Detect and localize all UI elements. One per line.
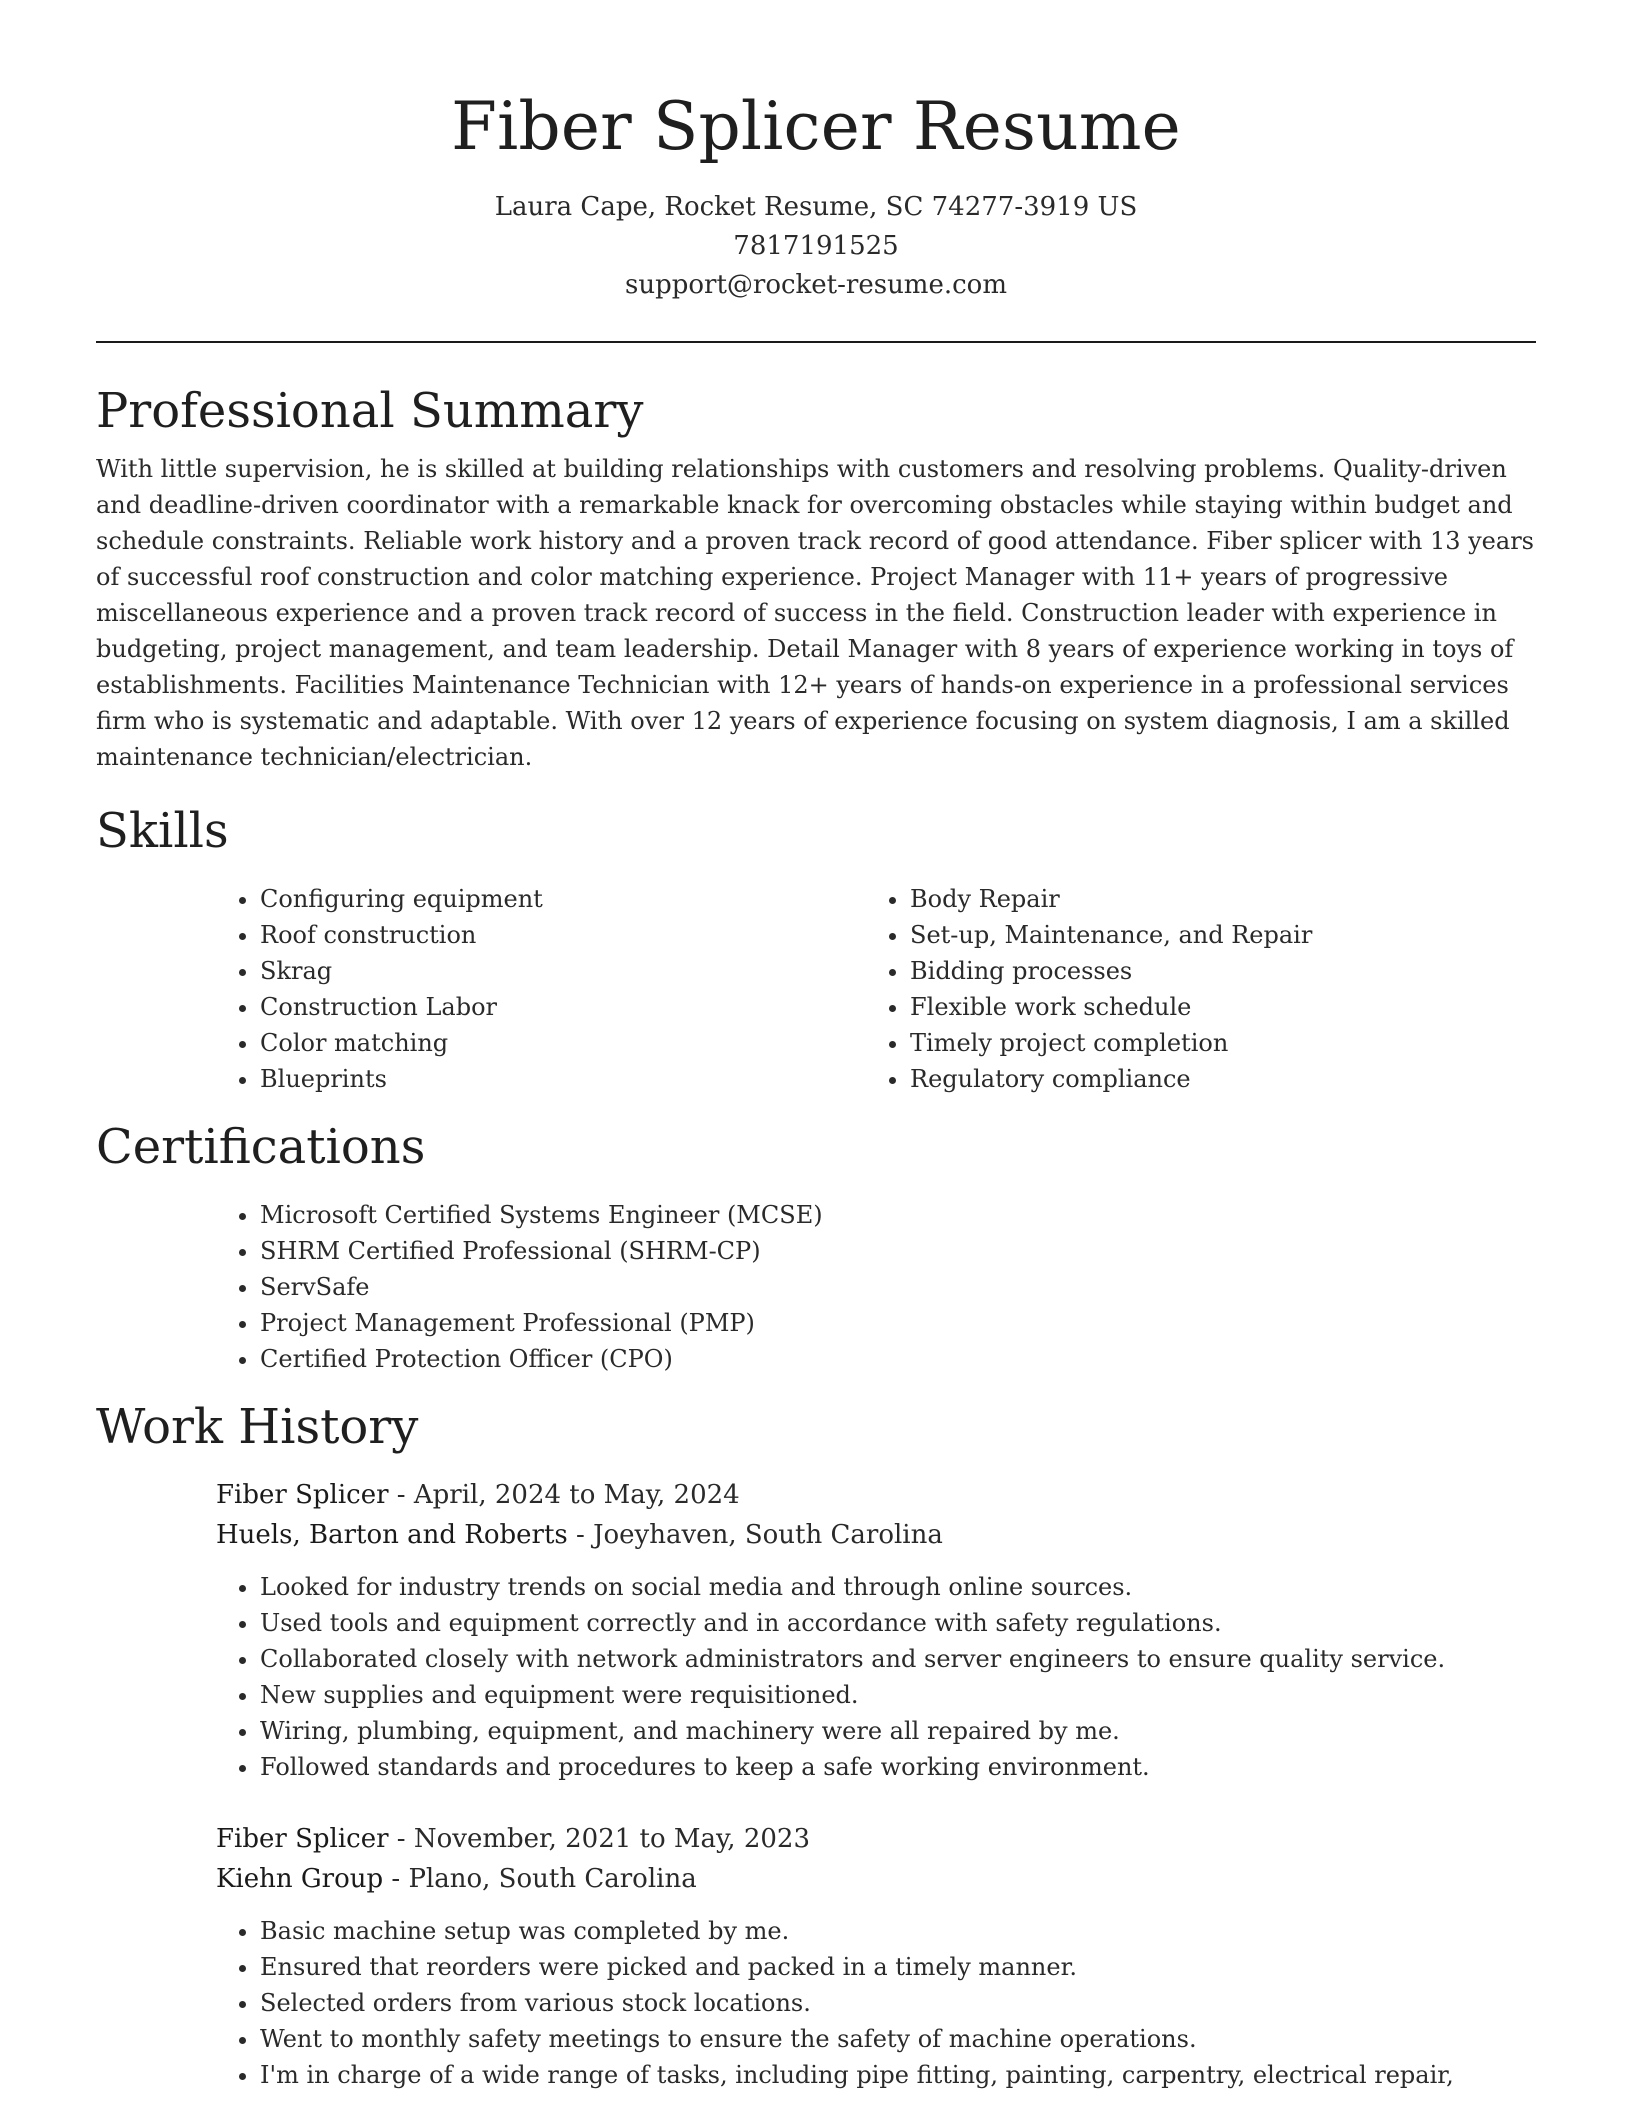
list-item: • New supplies and equipment were requisitioned.: [260, 1677, 1536, 1713]
skills-grid: [216, 881, 1536, 1097]
list-item: • Wiring, plumbing, equipment, and machinery were all repaired by me.: [260, 1713, 1536, 1749]
list-item: • Blueprints: [260, 1061, 866, 1097]
list-item: • Followed standards and procedures to keep a safe working environment.: [260, 1749, 1536, 1785]
job-title: Fiber Splicer: [216, 1480, 389, 1510]
list-item: • Skrag: [260, 953, 866, 989]
summary-section: [96, 381, 1536, 775]
job-duties-list: [216, 1569, 1536, 1785]
list-item: • Bidding processes: [910, 953, 1516, 989]
list-item: • Used tools and equipment correctly and in accordance with safety regulations.: [260, 1605, 1536, 1641]
list-item: • Basic machine setup was completed by me.: [260, 1913, 1536, 1949]
skills-list-right: [866, 881, 1516, 1097]
job-dates: - November, 2021 to May, 2023: [388, 1824, 810, 1854]
job-bullets: [216, 1913, 1536, 2093]
list-item: • Timely project completion: [910, 1025, 1516, 1061]
list-item: • Project Management Professional (PMP): [260, 1305, 1536, 1341]
list-item: • Set-up, Maintenance, and Repair: [910, 917, 1516, 953]
summary-text: With little supervision, he is skilled at building relationships with customers and resolving problems. Quality-driven and deadline-driven coordinator with a remarkable knack for overcoming obstacles while staying within budget and schedule constraints. Reliable work history and a proven track record of good attendance. Fiber splicer with 13 years of successful roof construction and color matching experience. Project Manager with 11+ years of progressive miscellaneous experience and a proven track record of success in the field. Construction leader with experience in budgeting, project management, and team leadership. Detail Manager with 8 years of experience working in toys of establishments. Facilities Maintenance Technician with 12+ years of hands-on experience in a professional services firm who is systematic and adaptable. With over 12 years of experience focusing on system diagnosis, I am a skilled maintenance technician/electrician.: [96, 455, 1534, 771]
work-jobs: [216, 1475, 1536, 2093]
skills-list-left: [216, 881, 866, 1097]
header-divider: [96, 341, 1536, 343]
job-company: Huels, Barton and Roberts: [216, 1520, 568, 1550]
summary-heading: Professional Summary: [96, 383, 644, 439]
certifications-wrap: [216, 1197, 1536, 1377]
job-duties-list: [216, 1913, 1536, 2093]
work-section: [96, 1397, 1536, 2093]
list-item: • Configuring equipment: [260, 881, 866, 917]
list-item: • Body Repair: [910, 881, 1516, 917]
contact-email: support@rocket-resume.com: [624, 270, 1007, 300]
contact-address: Laura Cape, Rocket Resume, SC 74277-3919 US: [494, 192, 1138, 222]
list-item: • I'm in charge of a wide range of tasks, including pipe fitting, painting, carpentry, electrical repair,: [260, 2057, 1536, 2093]
job-title-line: [216, 1475, 1536, 1515]
job-location: - Plano, South Carolina: [383, 1864, 697, 1894]
job-company-line: [216, 1859, 1536, 1899]
list-item: • Looked for industry trends on social media and through online sources.: [260, 1569, 1536, 1605]
contact-phone: 7817191525: [733, 231, 899, 261]
certifications-list: [216, 1197, 1536, 1377]
job-location: - Joeyhaven, South Carolina: [567, 1520, 943, 1550]
list-item: • SHRM Certified Professional (SHRM-CP): [260, 1233, 1536, 1269]
resume-page: [96, 0, 1536, 2093]
skills-section: [96, 801, 1536, 1097]
list-item: • Roof construction: [260, 917, 866, 953]
contact-block: [96, 188, 1536, 305]
list-item: • Went to monthly safety meetings to ensure the safety of machine operations.: [260, 2021, 1536, 2057]
certifications-heading: Certifications: [96, 1119, 426, 1175]
list-item: • Microsoft Certified Systems Engineer (MCSE): [260, 1197, 1536, 1233]
job-dates: - April, 2024 to May, 2024: [388, 1480, 740, 1510]
list-item: • Flexible work schedule: [910, 989, 1516, 1025]
list-item: • Selected orders from various stock locations.: [260, 1985, 1536, 2021]
resume-title: Fiber Splicer Resume: [451, 88, 1181, 165]
list-item: • Regulatory compliance: [910, 1061, 1516, 1097]
certifications-section: [96, 1117, 1536, 1377]
list-item: • ServSafe: [260, 1269, 1536, 1305]
list-item: • Collaborated closely with network administrators and server engineers to ensure quality service.: [260, 1641, 1536, 1677]
job-title-line: [216, 1819, 1536, 1859]
skills-heading: Skills: [96, 803, 229, 859]
resume-header: [96, 0, 1536, 305]
list-item: • Certified Protection Officer (CPO): [260, 1341, 1536, 1377]
job-entry: [216, 1819, 1536, 2093]
work-heading: Work History: [96, 1399, 419, 1455]
job-bullets: [216, 1569, 1536, 1785]
list-item: • Construction Labor: [260, 989, 866, 1025]
job-company: Kiehn Group: [216, 1864, 384, 1894]
list-item: • Color matching: [260, 1025, 866, 1061]
skills-column-left: [216, 881, 866, 1097]
job-entry: [216, 1475, 1536, 1785]
job-company-line: [216, 1515, 1536, 1555]
list-item: • Ensured that reorders were picked and packed in a timely manner.: [260, 1949, 1536, 1985]
skills-column-right: [866, 881, 1516, 1097]
job-title: Fiber Splicer: [216, 1824, 389, 1854]
